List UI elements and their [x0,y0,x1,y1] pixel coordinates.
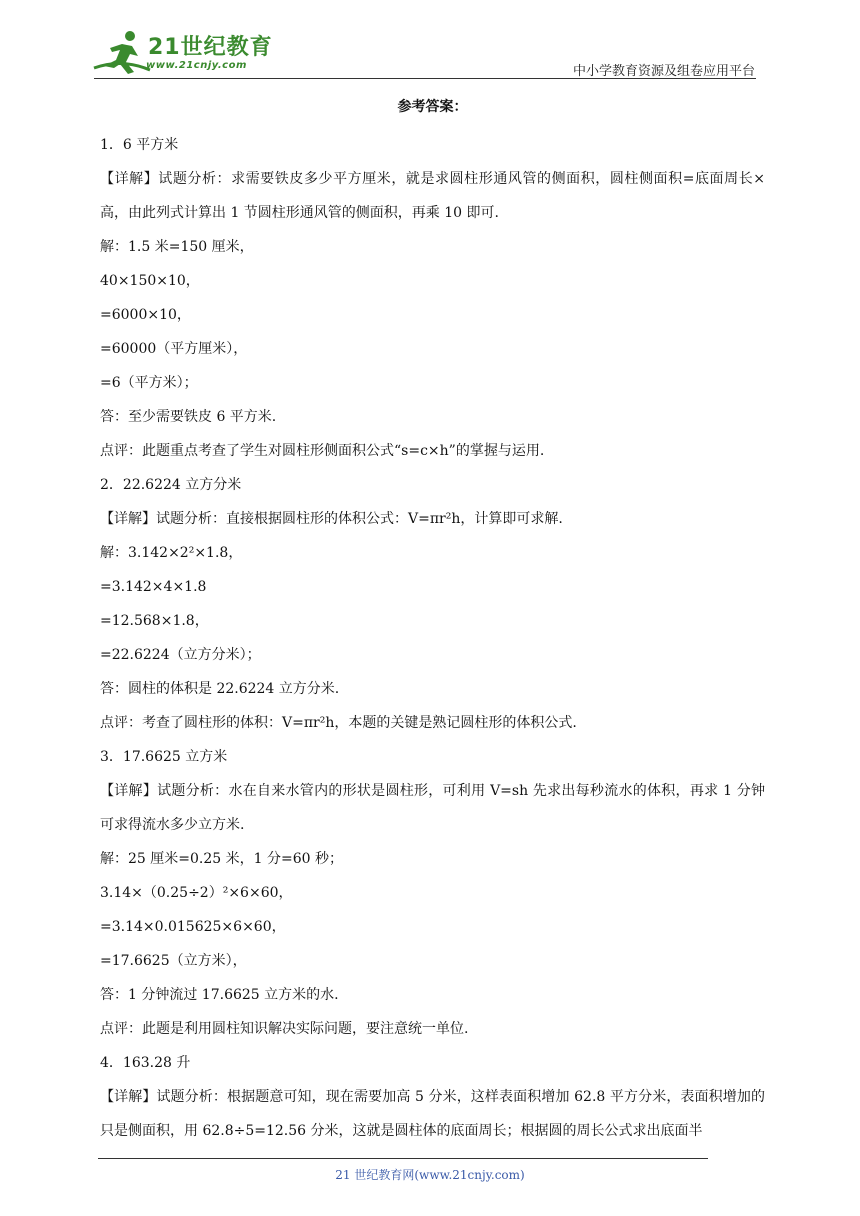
answer-line: 解：1.5 米=150 厘米， [100,239,254,255]
answer-content [100,96,765,1148]
answer-line: =12.568×1.8， [100,613,209,629]
answer-line: 40×150×10， [100,273,200,289]
runner-logo-icon [92,28,152,76]
answer-line: 4．163.28 升 [100,1055,191,1071]
footer-link[interactable]: 21 世纪教育网(www.21cnjy.com) [335,1168,525,1182]
answer-line: =6000×10， [100,307,191,323]
answer-line: 1．6 平方米 [100,137,179,153]
answer-line: 点评：此题是利用圆柱知识解决实际问题，要注意统一单位. [100,1021,469,1037]
answer-line: 答：至少需要铁皮 6 平方米. [100,409,277,425]
answer-line: =17.6625（立方米）， [100,953,247,969]
page-title: 参考答案： [397,99,468,115]
answer-line: 答：1 分钟流过 17.6625 立方米的水. [100,987,339,1003]
answer-line: 3．17.6625 立方米 [100,749,228,765]
answer-line: 答：圆柱的体积是 22.6224 立方分米. [100,681,340,697]
answer-line: 【详解】试题分析：水在自来水管内的形状是圆柱形，可利用 V=sh 先求出每秒流水的体积，再求 1 分钟可求得流水多少立方米. [100,783,765,833]
logo-brand-text: 21世纪教育 [148,35,273,60]
answer-line: =3.14×0.015625×6×60， [100,919,286,935]
answer-line: 【详解】试题分析：直接根据圆柱形的体积公式：V=πr²h，计算即可求解. [100,511,563,527]
footer-divider [98,1158,708,1159]
page-header [0,0,860,84]
answer-line: =3.142×4×1.8 [100,579,207,595]
site-logo[interactable] [92,28,272,78]
answer-line: 2．22.6224 立方分米 [100,477,242,493]
answer-line: 点评：此题重点考查了学生对圆柱形侧面积公式“s=c×h”的掌握与运用. [100,443,545,459]
answer-lines [100,128,765,1148]
header-tagline: 中小学教育资源及组卷应用平台 [572,64,755,79]
answer-line: =22.6224（立方分米）； [100,647,261,663]
answer-line: =6（平方米）； [100,375,198,391]
answer-line: 解：3.142×2²×1.8， [100,545,243,561]
logo-url-text: www.21cnjy.com [146,60,247,71]
answer-line: 3.14×（0.25÷2）²×6×60， [100,885,293,901]
answer-line: =60000（平方厘米）， [100,341,248,357]
answer-line: 【详解】试题分析：根据题意可知，现在需要加高 5 分米，这样表面积增加 62.8 平方分米，表面积增加的只是侧面积，用 62.8÷5=12.56 分米，这就是圆柱体的底面周长；根据圆的周长公式求出底面半 [100,1089,765,1139]
answer-line: 点评：考查了圆柱形的体积：V=πr²h，本题的关键是熟记圆柱形的体积公式. [100,715,577,731]
answer-line: 解：25 厘米=0.25 米，1 分=60 秒； [100,851,343,867]
answer-line: 【详解】试题分析：求需要铁皮多少平方厘米，就是求圆柱形通风管的侧面积，圆柱侧面积=底面周长×高，由此列式计算出 1 节圆柱形通风管的侧面积，再乘 10 即可. [100,171,765,221]
header-divider [94,78,756,79]
